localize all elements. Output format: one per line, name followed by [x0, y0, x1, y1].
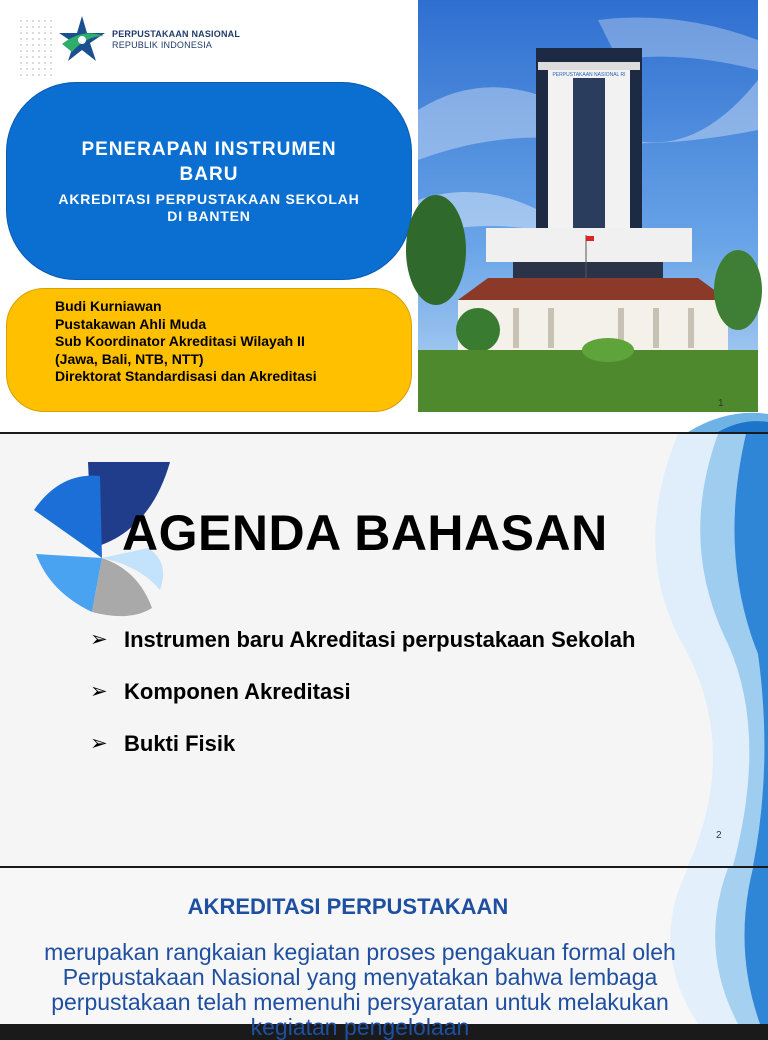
author-region: (Jawa, Bali, NTB, NTT): [55, 350, 204, 367]
star-logo-icon: [56, 14, 108, 66]
author-position: Pustakawan Ahli Muda: [55, 315, 207, 332]
page-number: 2: [716, 830, 722, 841]
arrow-bullet-icon: ➢: [90, 680, 108, 703]
wave-corner-decoration: [688, 408, 768, 432]
presentation-title: PENERAPAN INSTRUMEN BARU: [81, 139, 337, 185]
author-role: Sub Koordinator Akreditasi Wilayah II: [55, 333, 305, 349]
author-directorate: Direktorat Standardisasi dan Akreditasi: [55, 368, 317, 384]
page-number: 1: [718, 398, 724, 409]
agenda-list: [90, 626, 720, 782]
dot-pattern-decoration: [18, 18, 54, 78]
perpusnas-logo: [56, 14, 240, 66]
agenda-item-text: Komponen Akreditasi: [124, 679, 351, 704]
definition-text: merupakan rangkaian kegiatan proses pengakuan formal oleh Perpustakaan Nasional yang menyatakan bahwa lembaga perpustakaan telah memenuhi persyaratan untuk melakukan kegiatan pengelolaan: [44, 939, 676, 1040]
agenda-item: [90, 626, 720, 654]
agenda-item-text: Bukti Fisik: [124, 731, 236, 756]
arrow-bullet-icon: ➢: [90, 628, 108, 651]
agenda-item: [90, 730, 720, 758]
building-sign: PERPUSTAKAAN NASIONAL RI: [552, 72, 626, 78]
slide-2: [0, 434, 768, 866]
logo-text: [112, 29, 240, 51]
agenda-title: AGENDA BAHASAN: [122, 505, 608, 561]
logo-line-2: REPUBLIK INDONESIA: [112, 40, 213, 50]
author-box: [6, 288, 412, 412]
library-building-photo: [418, 0, 758, 412]
building-illustration: [418, 0, 758, 412]
slide-1: [0, 0, 768, 432]
presentation-subtitle: AKREDITASI PERPUSTAKAAN SEKOLAH DI BANTEN: [58, 191, 360, 224]
logo-line-1: PERPUSTAKAAN NASIONAL: [112, 29, 241, 39]
agenda-item: [90, 678, 720, 706]
arrow-bullet-icon: ➢: [90, 732, 108, 755]
title-box: [6, 82, 412, 280]
slide-3: [0, 868, 768, 1040]
section-title: AKREDITASI PERPUSTAKAAN: [187, 894, 509, 919]
agenda-item-text: Instrumen baru Akreditasi perpustakaan Sekolah: [124, 627, 636, 652]
author-name: Budi Kurniawan: [55, 298, 162, 314]
